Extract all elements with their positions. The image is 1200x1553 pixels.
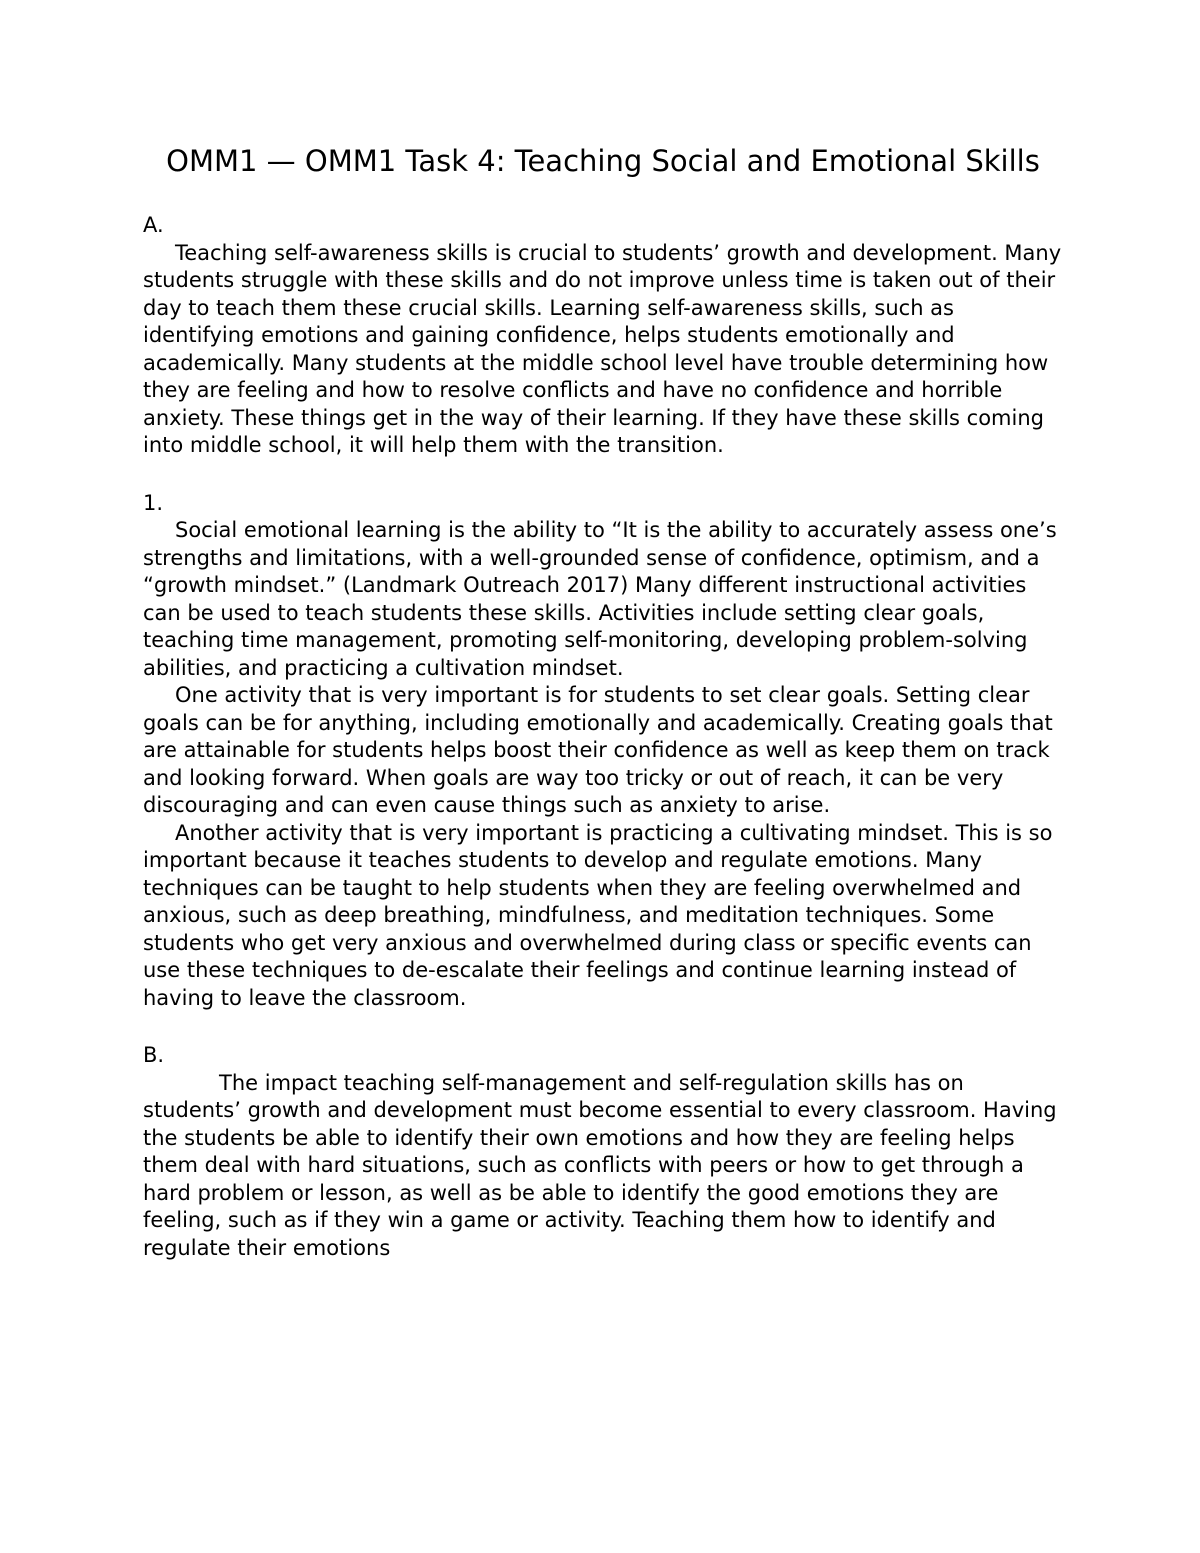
section-marker: A. <box>143 213 164 237</box>
section-marker: 1. <box>143 490 164 515</box>
section-1 <box>143 490 1063 1013</box>
paragraph: Another activity that is very important is practicing a cultivating mindset. This is so important because it teaches students to develop and regulate emotions. Many techniques can be taught to help students when they are feeling overwhelmed and anxious, such as deep breathing, mindfulness, and meditation techniques. Some students who get very anxious and overwhelmed during class or specific events can use these techniques to de-escalate their feelings and continue learning instead of having to leave the classroom. <box>143 820 1053 1010</box>
paragraph: Teaching self-awareness skills is crucial to students’ growth and development. Many students struggle with these skills and do not improve unless time is taken out of their day to teach them these crucial skills. Learning self-awareness skills, such as identifying emotions and gaining confidence, helps students emotionally and academically. Many students at the middle school level have trouble determining how they are feeling and how to resolve conflicts and have no confidence and horrible anxiety. These things get in the way of their learning. If they have these skills coming into middle school, it will help them with the transition. <box>143 240 1062 457</box>
paragraph: Social emotional learning is the ability to “It is the ability to accurately assess one’s strengths and limitations, with a well-grounded sense of confidence, optimism, and a “growth mindset.” (Landmark Outreach 2017) Many different instructional activities can be used to teach students these skills. Activities include setting clear goals, teaching time management, promoting self-monitoring, developing problem-solving abilities, and practicing a cultivation mindset. <box>143 518 1057 680</box>
section-a <box>143 212 1063 460</box>
paragraph: One activity that is very important is for students to set clear goals. Setting clear goals can be for anything, including emotionally and academically. Creating goals that are attainable for students helps boost their confidence as well as keep them on track and looking forward. When goals are way too tricky or out of reach, it can be very discouraging and can even cause things such as anxiety to arise. <box>143 683 1053 817</box>
section-marker: B. <box>143 1043 165 1067</box>
section-b <box>143 1042 1063 1262</box>
paragraph: The impact teaching self-management and self-regulation skills has on students’ growth and development must become essential to every classroom. Having the students be able to identify their own emotions and how they are feeling helps them deal with hard situations, such as conflicts with peers or how to get through a hard problem or lesson, as well as be able to identify the good emotions they are feeling, such as if they win a game or activity. Teaching them how to identify and regulate their emotions <box>143 1070 1057 1260</box>
document-page <box>143 140 1063 1262</box>
document-title: OMM1 — OMM1 Task 4: Teaching Social and Emotional Skills <box>166 144 1040 178</box>
